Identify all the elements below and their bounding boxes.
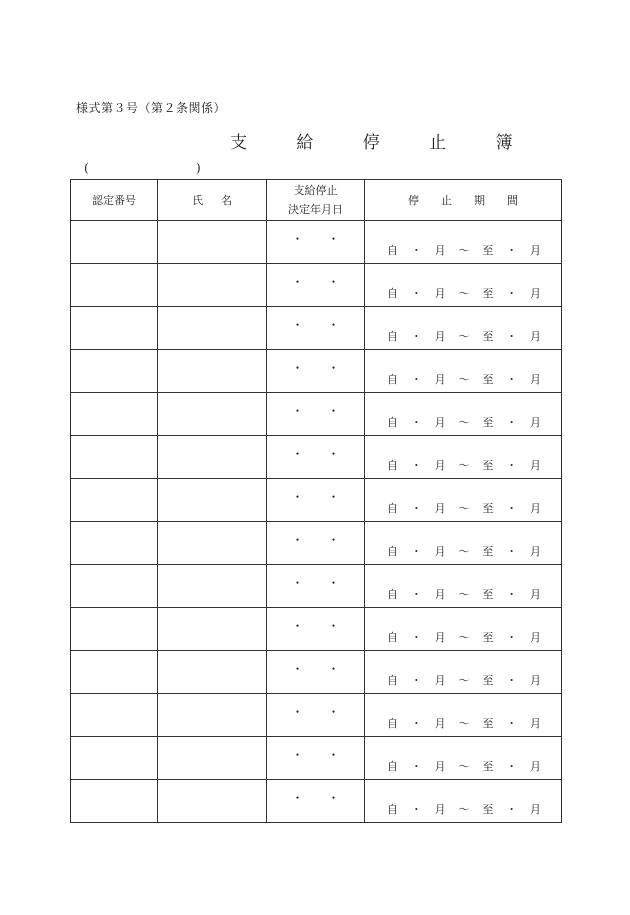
- name-cell[interactable]: [158, 737, 267, 780]
- period-token: 自: [387, 330, 398, 343]
- date-separators: [267, 577, 364, 589]
- period-token: ・: [410, 674, 422, 687]
- period-token: ～: [458, 502, 470, 515]
- subtitle-paren-open: (: [84, 161, 89, 175]
- date-dot: ・: [291, 533, 304, 547]
- period-range-line: [387, 717, 541, 730]
- date-dot: ・: [327, 748, 340, 762]
- date-separators: [267, 792, 364, 804]
- period-range-line: [387, 588, 541, 601]
- date-dot: ・: [327, 662, 340, 676]
- period-token: ・: [506, 244, 518, 257]
- period-token: ・: [506, 674, 518, 687]
- table-row: [71, 522, 562, 565]
- date-separators: [267, 491, 364, 503]
- table-row: [71, 436, 562, 479]
- table-row: [71, 780, 562, 823]
- period-token: ・: [506, 588, 518, 601]
- period-token: 月: [529, 459, 541, 472]
- period-token: ・: [410, 416, 422, 429]
- period-token: ・: [410, 244, 422, 257]
- decision-date-cell[interactable]: [267, 780, 365, 823]
- period-range-line: [387, 760, 541, 773]
- period-token: 月: [529, 803, 541, 816]
- cert-number-cell[interactable]: [71, 651, 158, 694]
- date-separators: [267, 405, 364, 417]
- date-dot: ・: [291, 490, 304, 504]
- period-token: 月: [434, 631, 446, 644]
- date-dot: ・: [291, 232, 304, 246]
- period-token: 至: [482, 416, 494, 429]
- period-token: ・: [410, 760, 422, 773]
- date-separators: [267, 276, 364, 288]
- period-token: 月: [434, 803, 446, 816]
- period-cell[interactable]: [365, 737, 562, 780]
- period-cell[interactable]: [365, 221, 562, 264]
- period-token: ・: [506, 373, 518, 386]
- period-token: 至: [482, 373, 494, 386]
- period-token: ～: [458, 760, 470, 773]
- period-token: 月: [434, 674, 446, 687]
- period-token: 月: [529, 287, 541, 300]
- cert-number-cell[interactable]: [71, 780, 158, 823]
- period-token: 自: [387, 244, 398, 257]
- period-cell[interactable]: [365, 307, 562, 350]
- name-cell[interactable]: [158, 307, 267, 350]
- decision-date-cell[interactable]: [267, 393, 365, 436]
- period-token: 自: [387, 631, 398, 644]
- table-row: [71, 479, 562, 522]
- decision-date-cell[interactable]: [267, 565, 365, 608]
- table-header-row: [71, 180, 562, 221]
- period-range-line: [387, 244, 541, 257]
- decision-date-cell[interactable]: [267, 479, 365, 522]
- name-cell[interactable]: [158, 694, 267, 737]
- cert-number-cell[interactable]: [71, 264, 158, 307]
- period-token: ・: [410, 373, 422, 386]
- period-cell[interactable]: [365, 694, 562, 737]
- date-separators: [267, 233, 364, 245]
- period-token: ・: [410, 545, 422, 558]
- decision-date-cell[interactable]: [267, 651, 365, 694]
- period-range-line: [387, 373, 541, 386]
- period-token: 月: [529, 330, 541, 343]
- date-dot: ・: [327, 318, 340, 332]
- period-token: ・: [410, 330, 422, 343]
- period-token: 至: [482, 502, 494, 515]
- period-token: 自: [387, 760, 398, 773]
- table-row: [71, 737, 562, 780]
- table-row: [71, 307, 562, 350]
- period-token: 月: [434, 459, 446, 472]
- period-token: ～: [458, 244, 470, 257]
- period-cell[interactable]: [365, 264, 562, 307]
- period-cell[interactable]: [365, 479, 562, 522]
- name-cell[interactable]: [158, 393, 267, 436]
- date-dot: ・: [291, 361, 304, 375]
- table-row: [71, 393, 562, 436]
- decision-date-cell[interactable]: [267, 694, 365, 737]
- period-cell[interactable]: [365, 780, 562, 823]
- period-token: ～: [458, 459, 470, 472]
- decision-date-cell[interactable]: [267, 221, 365, 264]
- period-token: 月: [529, 244, 541, 257]
- period-token: 自: [387, 373, 398, 386]
- decision-date-cell[interactable]: [267, 608, 365, 651]
- table-row: [71, 608, 562, 651]
- period-token: ～: [458, 717, 470, 730]
- date-dot: ・: [327, 404, 340, 418]
- period-token: ～: [458, 588, 470, 601]
- name-cell[interactable]: [158, 221, 267, 264]
- period-token: 月: [529, 502, 541, 515]
- period-range-line: [387, 330, 541, 343]
- date-dot: ・: [327, 232, 340, 246]
- name-cell[interactable]: [158, 436, 267, 479]
- cert-number-cell[interactable]: [71, 436, 158, 479]
- subtitle-paren-close: ): [196, 161, 201, 175]
- cert-number-cell[interactable]: [71, 694, 158, 737]
- date-dot: ・: [327, 447, 340, 461]
- period-token: 至: [482, 760, 494, 773]
- date-dot: ・: [291, 318, 304, 332]
- cert-number-cell[interactable]: [71, 307, 158, 350]
- cert-number-cell[interactable]: [71, 221, 158, 264]
- period-cell[interactable]: [365, 436, 562, 479]
- period-token: 至: [482, 330, 494, 343]
- period-token: ・: [410, 803, 422, 816]
- cert-number-cell[interactable]: [71, 737, 158, 780]
- period-token: 至: [482, 545, 494, 558]
- date-separators: [267, 749, 364, 761]
- decision-date-cell[interactable]: [267, 436, 365, 479]
- period-token: ・: [410, 588, 422, 601]
- period-token: 月: [529, 545, 541, 558]
- period-token: 至: [482, 717, 494, 730]
- cert-number-cell[interactable]: [71, 393, 158, 436]
- period-token: 月: [529, 631, 541, 644]
- period-token: 月: [434, 416, 446, 429]
- period-cell[interactable]: [365, 393, 562, 436]
- period-range-line: [387, 416, 541, 429]
- period-token: ・: [506, 760, 518, 773]
- name-cell[interactable]: [158, 608, 267, 651]
- period-token: 自: [387, 545, 398, 558]
- cert-number-cell[interactable]: [71, 522, 158, 565]
- date-dot: ・: [327, 619, 340, 633]
- period-token: 月: [529, 674, 541, 687]
- period-cell[interactable]: [365, 608, 562, 651]
- decision-date-cell[interactable]: [267, 307, 365, 350]
- date-dot: ・: [327, 791, 340, 805]
- header-name: 氏 名: [158, 180, 267, 221]
- date-dot: ・: [291, 705, 304, 719]
- period-token: ・: [506, 803, 518, 816]
- date-separators: [267, 620, 364, 632]
- period-range-line: [387, 545, 541, 558]
- suspension-ledger-table: [70, 179, 562, 823]
- period-token: 自: [387, 717, 398, 730]
- period-token: ～: [458, 545, 470, 558]
- period-token: ・: [506, 545, 518, 558]
- header-suspension-period: 停 止 期 間: [365, 180, 562, 221]
- period-cell[interactable]: [365, 651, 562, 694]
- period-token: ・: [410, 459, 422, 472]
- date-dot: ・: [327, 576, 340, 590]
- period-token: 自: [387, 674, 398, 687]
- period-token: ～: [458, 803, 470, 816]
- period-token: 自: [387, 502, 398, 515]
- period-token: 至: [482, 803, 494, 816]
- decision-date-cell[interactable]: [267, 737, 365, 780]
- period-token: ・: [410, 502, 422, 515]
- period-range-line: [387, 502, 541, 515]
- period-token: ・: [506, 459, 518, 472]
- period-token: 自: [387, 803, 398, 816]
- date-dot: ・: [327, 275, 340, 289]
- name-cell[interactable]: [158, 264, 267, 307]
- period-cell[interactable]: [365, 522, 562, 565]
- name-cell[interactable]: [158, 522, 267, 565]
- period-token: 自: [387, 459, 398, 472]
- date-dot: ・: [291, 275, 304, 289]
- period-range-line: [387, 459, 541, 472]
- period-token: ～: [458, 373, 470, 386]
- period-cell[interactable]: [365, 565, 562, 608]
- period-token: ～: [458, 631, 470, 644]
- date-separators: [267, 663, 364, 675]
- period-token: ～: [458, 674, 470, 687]
- period-token: ～: [458, 330, 470, 343]
- ledger-body: [71, 221, 562, 823]
- cert-number-cell[interactable]: [71, 608, 158, 651]
- period-token: ～: [458, 416, 470, 429]
- header-decision-date: 支給停止 決定年月日: [267, 180, 365, 221]
- period-token: ・: [506, 287, 518, 300]
- cert-number-cell[interactable]: [71, 479, 158, 522]
- period-token: 至: [482, 588, 494, 601]
- period-token: 月: [529, 717, 541, 730]
- date-dot: ・: [291, 404, 304, 418]
- period-token: 月: [529, 588, 541, 601]
- period-token: ・: [506, 502, 518, 515]
- name-cell[interactable]: [158, 350, 267, 393]
- period-token: 月: [434, 545, 446, 558]
- period-token: 至: [482, 631, 494, 644]
- period-token: ・: [506, 330, 518, 343]
- period-token: ・: [506, 717, 518, 730]
- period-token: ・: [506, 416, 518, 429]
- date-separators: [267, 534, 364, 546]
- period-token: 月: [434, 588, 446, 601]
- table-row: [71, 565, 562, 608]
- date-dot: ・: [291, 662, 304, 676]
- table-row: [71, 264, 562, 307]
- period-token: 月: [434, 330, 446, 343]
- period-token: 月: [434, 717, 446, 730]
- name-cell[interactable]: [158, 565, 267, 608]
- decision-date-cell[interactable]: [267, 350, 365, 393]
- period-token: 至: [482, 287, 494, 300]
- date-dot: ・: [327, 490, 340, 504]
- period-cell[interactable]: [365, 350, 562, 393]
- period-range-line: [387, 803, 541, 816]
- table-row: [71, 694, 562, 737]
- date-separators: [267, 319, 364, 331]
- period-token: 月: [434, 244, 446, 257]
- period-range-line: [387, 287, 541, 300]
- name-cell[interactable]: [158, 479, 267, 522]
- period-token: 自: [387, 287, 398, 300]
- period-token: 至: [482, 244, 494, 257]
- date-separators: [267, 448, 364, 460]
- period-token: 自: [387, 416, 398, 429]
- period-token: 月: [434, 287, 446, 300]
- date-dot: ・: [327, 361, 340, 375]
- decision-date-cell[interactable]: [267, 264, 365, 307]
- period-token: ・: [410, 287, 422, 300]
- document-title: 支 給 停 止 簿: [230, 133, 535, 153]
- period-token: 至: [482, 459, 494, 472]
- table-row: [71, 651, 562, 694]
- form-number-label: 様式第３号（第２条関係）: [76, 101, 227, 115]
- period-token: 月: [529, 373, 541, 386]
- date-dot: ・: [291, 447, 304, 461]
- period-token: 月: [434, 502, 446, 515]
- date-dot: ・: [291, 576, 304, 590]
- name-cell[interactable]: [158, 651, 267, 694]
- date-dot: ・: [291, 791, 304, 805]
- period-token: ・: [410, 717, 422, 730]
- date-dot: ・: [327, 533, 340, 547]
- period-token: 月: [434, 373, 446, 386]
- header-cert-number: 認定番号: [71, 180, 158, 221]
- period-token: 月: [529, 760, 541, 773]
- date-dot: ・: [327, 705, 340, 719]
- cert-number-cell[interactable]: [71, 565, 158, 608]
- table-row: [71, 350, 562, 393]
- period-token: 月: [434, 760, 446, 773]
- date-separators: [267, 706, 364, 718]
- date-dot: ・: [291, 748, 304, 762]
- cert-number-cell[interactable]: [71, 350, 158, 393]
- table-row: [71, 221, 562, 264]
- date-separators: [267, 362, 364, 374]
- decision-date-cell[interactable]: [267, 522, 365, 565]
- period-token: 至: [482, 674, 494, 687]
- period-range-line: [387, 631, 541, 644]
- period-range-line: [387, 674, 541, 687]
- period-token: ・: [410, 631, 422, 644]
- period-token: ～: [458, 287, 470, 300]
- date-dot: ・: [291, 619, 304, 633]
- period-token: ・: [506, 631, 518, 644]
- period-token: 月: [529, 416, 541, 429]
- period-token: 自: [387, 588, 398, 601]
- name-cell[interactable]: [158, 780, 267, 823]
